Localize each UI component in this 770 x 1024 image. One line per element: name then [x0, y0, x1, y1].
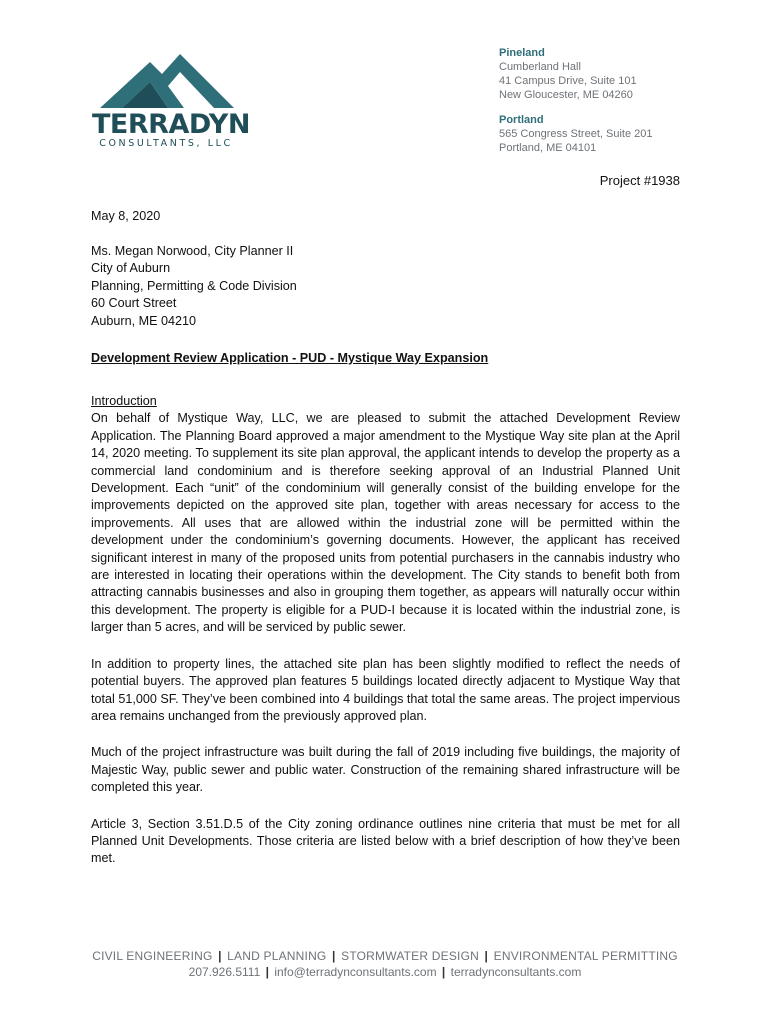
section-heading: Introduction: [91, 394, 157, 408]
office-line: 41 Campus Drive, Suite 101: [499, 75, 637, 87]
logo-wordmark: TERRADYN: [92, 109, 250, 140]
footer-email-link[interactable]: info@terradynconsultants.com: [274, 965, 437, 979]
office-pineland: [499, 46, 739, 102]
body-paragraph: Article 3, Section 3.51.D.5 of the City zoning ordinance outlines nine criteria that must be met for all Planned Unit Developments. Those criteria are listed below with a brief description of how they’ve been met.: [91, 816, 680, 866]
footer-separator: |: [265, 965, 269, 979]
footer-contact: [0, 964, 770, 980]
letter-subject: Development Review Application - PUD - Mystique Way Expansion: [91, 351, 489, 365]
footer-service: LAND PLANNING: [227, 949, 327, 963]
footer-separator: |: [484, 949, 489, 963]
footer-service: ENVIRONMENTAL PERMITTING: [493, 949, 678, 963]
footer-service: CIVIL ENGINEERING: [92, 949, 213, 963]
body-paragraph: Much of the project infrastructure was built during the fall of 2019 including five buildings, the majority of Majestic Way, public sewer and public water. Construction of the remaining shared infrastructure will be completed this year.: [91, 745, 680, 795]
page-footer: [0, 948, 770, 980]
footer-separator: |: [218, 949, 222, 963]
body-paragraph: In addition to property lines, the attached site plan has been slightly modified to reflect the needs of potential buyers. The approved plan features 5 buildings located directly adjacent to Mystique Way that total 51,000 SF. They’ve been combined into 4 buildings that total the same areas. The project impervious area remains unchanged from the previously approved plan.: [91, 656, 680, 723]
footer-services: [0, 948, 770, 964]
letter-date: May 8, 2020: [91, 209, 161, 223]
office-addresses: [499, 46, 739, 155]
recipient-address: [91, 243, 680, 330]
footer-separator: |: [332, 949, 336, 963]
recipient-line: 60 Court Street: [91, 296, 177, 311]
office-name: Portland: [499, 114, 544, 126]
recipient-line: Ms. Megan Norwood, City Planner II: [91, 244, 294, 258]
office-line: Cumberland Hall: [499, 61, 581, 73]
office-line: 565 Congress Street, Suite 201: [499, 128, 653, 140]
recipient-line: City of Auburn: [91, 261, 171, 276]
footer-separator: |: [441, 965, 446, 979]
recipient-line: Planning, Permitting & Code Division: [91, 278, 297, 293]
recipient-line: Auburn, ME 04210: [91, 313, 197, 328]
office-line: New Gloucester, ME 04260: [499, 89, 633, 101]
company-logo: [92, 52, 250, 152]
project-number: Project #1938: [599, 173, 680, 188]
office-portland: [499, 113, 739, 155]
footer-service: STORMWATER DESIGN: [341, 949, 479, 963]
logo-subtitle: CONSULTANTS, LLC: [99, 138, 233, 149]
footer-website-link[interactable]: terradynconsultants.com: [450, 965, 582, 979]
office-name: Pineland: [499, 47, 545, 59]
footer-phone: 207.926.5111: [188, 965, 261, 979]
letter-body: [91, 393, 680, 887]
body-paragraph: On behalf of Mystique Way, LLC, we are pleased to submit the attached Development Review Application. The Planning Board approved a major amendment to the Mystique Way site plan at the April 14, 2020 meeting. To supplement its site plan approval, the applicant intends to develop the property as a commercial land condominium and is therefore seeking approval of an Industrial Planned Unit Development. Each “unit” of the condominium will generally consist of the building envelope for the improvements depicted on the approved site plan, together with areas necessary for access to the improvements. All uses that are allowed within the industrial zone will be permitted within the development under the condominium’s governing documents. However, the applicant has received significant interest in many of the proposed units from potential purchasers in the cannabis industry who are interested in locating their operations within the development. The City stands to benefit both from attracting cannabis businesses and also in grouping them together, as appears will naturally occur within this development. The property is eligible for a PUD-I because it is located within the industrial zone, is larger than 5 acres, and will be serviced by public sewer.: [91, 411, 680, 635]
office-line: Portland, ME 04101: [499, 142, 597, 154]
mountain-logo-icon: [92, 52, 240, 112]
